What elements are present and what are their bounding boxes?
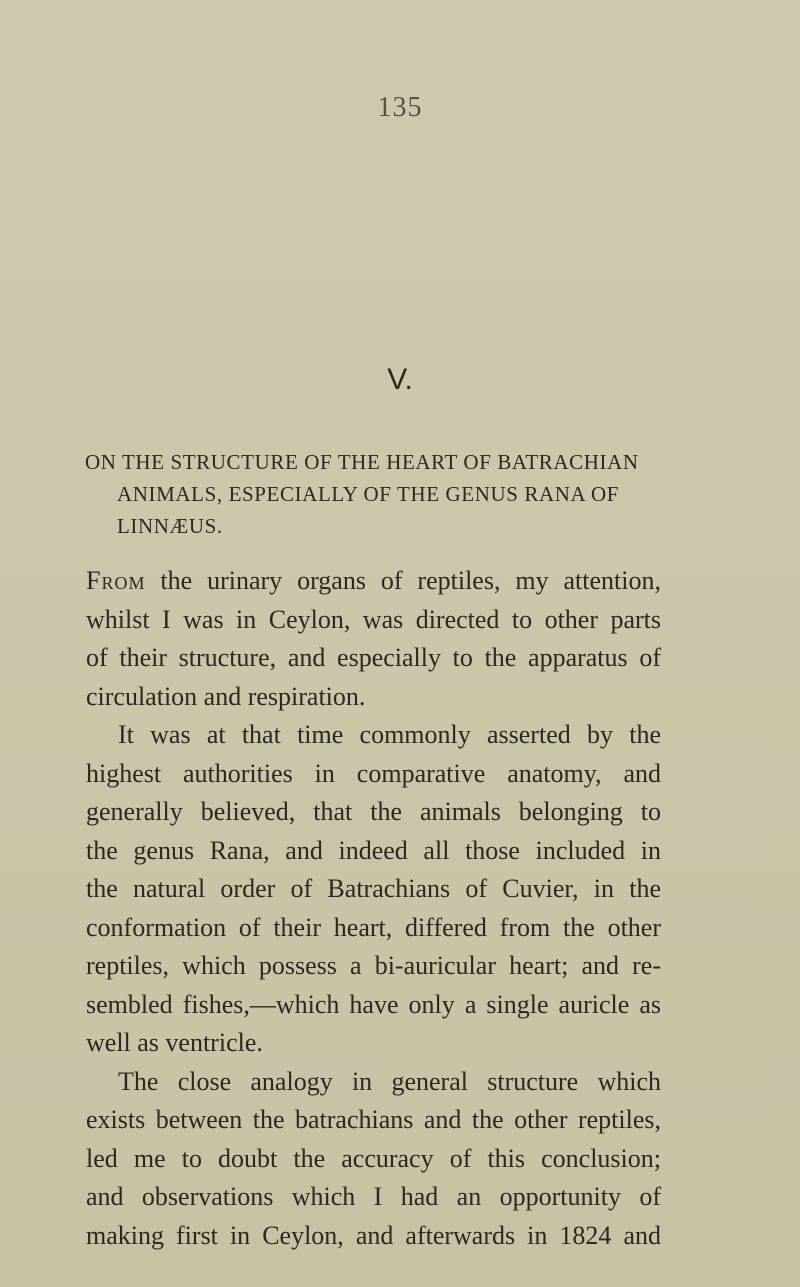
paragraph-line: whilst I was in Ceylon, was directed to other parts [86,604,661,634]
paragraph-line: and observations which I had an opportunity of [86,1182,661,1211]
paragraph-line: highest authorities in comparative anatomy, and [86,758,661,788]
chapter-title-line: ON THE STRUCTURE OF THE HEART OF BATRACHIAN [85,450,639,474]
body-text [86,562,661,1255]
paragraph-line: exists between the batrachians and the other reptiles, [86,1105,661,1134]
chapter-title [85,446,665,542]
paragraph-line: It was at that time commonly asserted by the [118,720,661,749]
paragraph-line: The close analogy in general structure which [118,1066,661,1096]
paragraph-line: sembled fishes,—which have only a single auricle as [86,989,661,1019]
paragraph-line: well as ventricle. [86,1028,263,1057]
chapter-title-line: ANIMALS, ESPECIALLY OF THE GENUS RANA OF [117,482,620,506]
paragraph-line: the natural order of Batrachians of Cuvier, in the [86,874,661,903]
chapter-number: V. [387,363,413,396]
paragraph-line: generally believed, that the animals belonging to [86,797,661,826]
paragraph-line: From the urinary organs of reptiles, my attention, [86,566,661,595]
paragraph-line: the genus Rana, and indeed all those included in [86,835,661,865]
page-number: 135 [377,92,423,123]
drop-lead-word: From [86,566,146,595]
paragraph-line: conformation of their heart, differed from the other [86,912,661,942]
paragraph-line: led me to doubt the accuracy of this conclusion; [86,1143,661,1173]
paragraph-line: reptiles, which possess a bi-auricular heart; and re- [86,951,661,980]
paragraph-line: of their structure, and especially to the apparatus of [86,643,661,672]
paragraph-line: circulation and respiration. [86,681,366,711]
paragraph-line: making first in Ceylon, and afterwards in 1824 and [86,1220,661,1250]
chapter-title-line: LINNÆUS. [117,514,223,538]
